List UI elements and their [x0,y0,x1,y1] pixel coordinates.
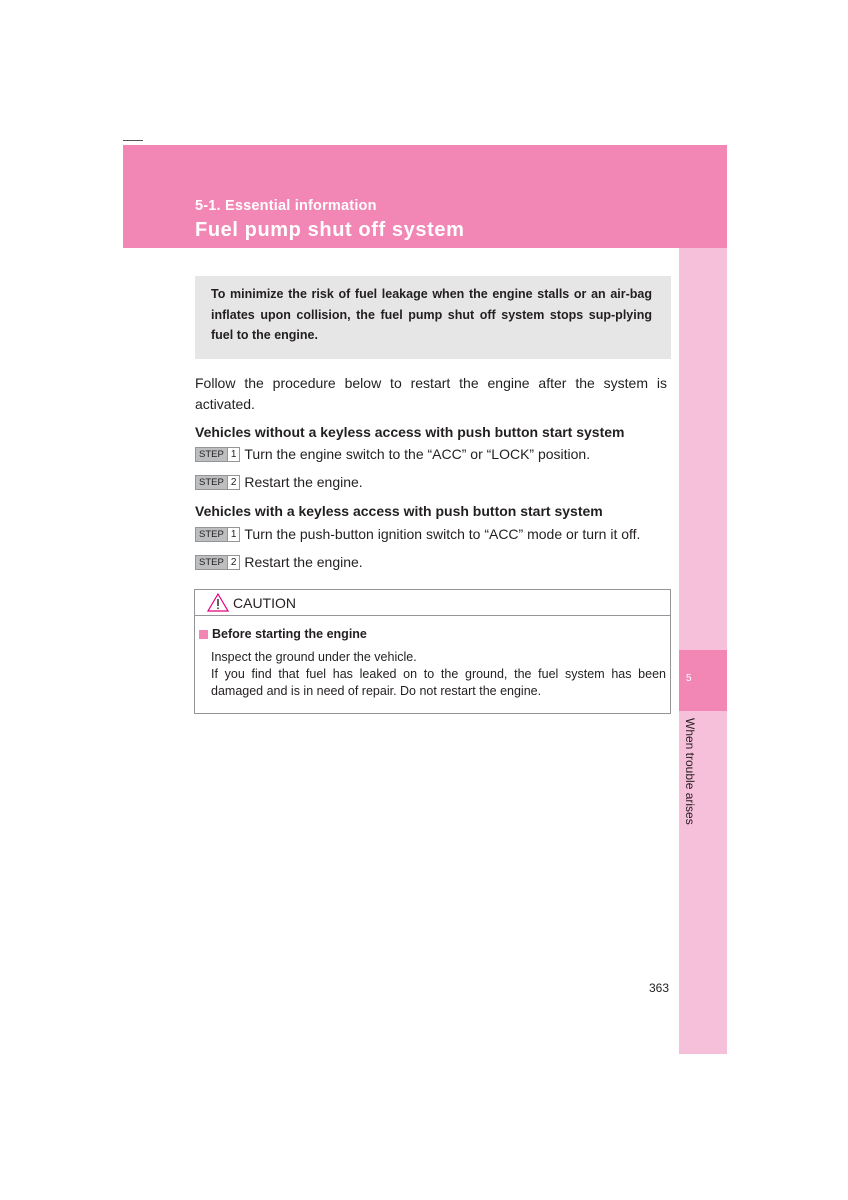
caution-subheading-text: Before starting the engine [212,627,367,641]
caution-line: If you find that fuel has leaked on to the ground, the fuel system has been damaged and is in need of repair. Do not restart the engine. [211,667,666,698]
crop-mark [123,140,143,141]
step-text: Turn the engine switch to the “ACC” or “LOCK” position. [244,446,591,462]
page-number: 363 [649,981,670,995]
subheading-with-keyless: Vehicles with a keyless access with push button start system [195,503,603,519]
step-word: STEP [195,555,228,570]
step-text: Restart the engine. [244,474,363,490]
subheading-without-keyless: Vehicles without a keyless access with push button start system [195,424,625,440]
warning-triangle-icon [207,593,229,612]
caution-header [195,590,670,616]
step-item [195,473,667,491]
step-text: Restart the engine. [244,554,363,570]
bullet-square-icon [199,630,208,639]
caution-text [211,649,666,700]
section-label: 5-1. Essential information [195,198,377,214]
intro-box: To minimize the risk of fuel leakage when the engine stalls or an air-bag inflates upon collision, the fuel pump shut off system stops sup-plying fuel to the engine. [195,276,671,359]
step-number: 1 [228,447,241,462]
step-number: 1 [228,527,241,542]
caution-line: Inspect the ground under the vehicle. [211,650,417,664]
caution-box [194,589,671,714]
caution-subheading [199,627,367,641]
step-word: STEP [195,527,228,542]
step-item [195,553,667,571]
chapter-number: 5 [686,673,692,684]
step-text: Turn the push-button ignition switch to “ACC” mode or turn it off. [244,526,641,542]
page-title: Fuel pump shut off system [195,219,465,241]
step-badge [195,475,240,490]
step-word: STEP [195,447,228,462]
step-number: 2 [228,555,241,570]
step-badge [195,447,240,462]
step-item [195,445,667,463]
step-badge [195,555,240,570]
step-word: STEP [195,475,228,490]
caution-title: CAUTION [233,594,296,611]
body-paragraph: Follow the procedure below to restart the engine after the system is activated. [195,375,667,412]
chapter-title: When trouble arises [683,718,697,825]
step-number: 2 [228,475,241,490]
step-item [195,525,667,543]
step-badge [195,527,240,542]
